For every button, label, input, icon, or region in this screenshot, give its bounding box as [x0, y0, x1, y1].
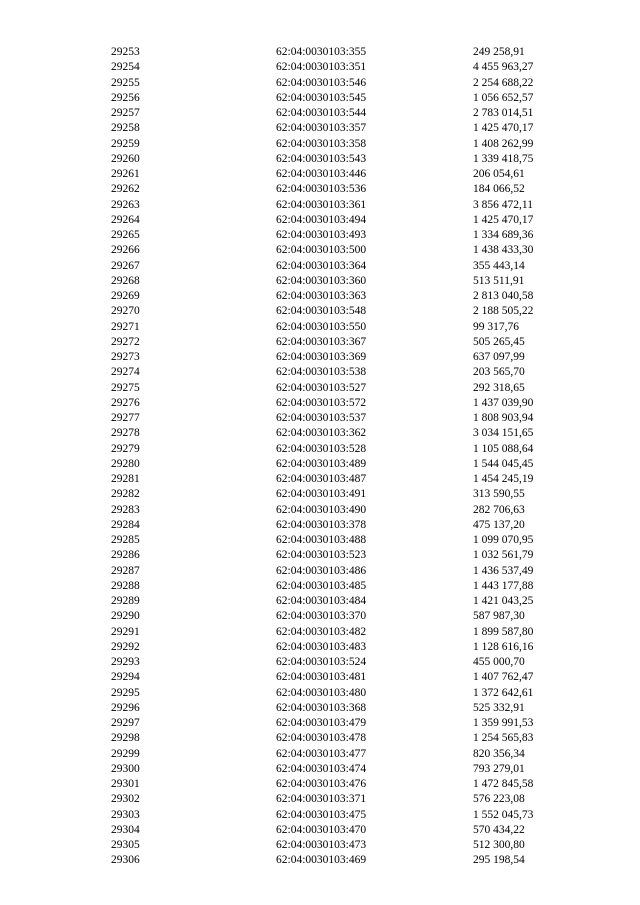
- table-row: [0, 152, 640, 167]
- cadastral-value: 1 408 262,99: [473, 137, 534, 150]
- table-row: [0, 838, 640, 853]
- cadastral-value: 1 032 561,79: [473, 549, 534, 562]
- table-row: [0, 381, 640, 396]
- row-number: 29271: [111, 320, 140, 333]
- table-row: [0, 457, 640, 472]
- row-number: 29299: [111, 747, 140, 760]
- row-number: 29298: [111, 732, 140, 745]
- cadastral-number: 62:04:0030103:362: [276, 427, 367, 440]
- table-row: [0, 228, 640, 243]
- table-row: [0, 259, 640, 274]
- row-number: 29264: [111, 213, 140, 226]
- table-row: [0, 579, 640, 594]
- cadastral-value: 1 421 043,25: [473, 595, 534, 607]
- cadastral-number: 62:04:0030103:527: [276, 381, 367, 394]
- row-number: 29253: [111, 46, 140, 58]
- row-number: 29303: [111, 808, 140, 821]
- row-number: 29269: [111, 290, 140, 302]
- row-number: 29291: [111, 625, 140, 638]
- cadastral-value: 1 436 537,49: [473, 564, 534, 577]
- table-row: [0, 426, 640, 441]
- cadastral-value: 576 223,08: [473, 793, 525, 806]
- table-row: [0, 60, 640, 75]
- cadastral-value: 2 188 505,22: [473, 305, 534, 318]
- row-number: 29300: [111, 762, 140, 775]
- table-row: [0, 777, 640, 792]
- table-row: [0, 365, 640, 380]
- row-number: 29277: [111, 412, 140, 424]
- cadastral-number: 62:04:0030103:489: [276, 457, 367, 470]
- cadastral-number: 62:04:0030103:488: [276, 534, 367, 546]
- table-row: [0, 487, 640, 502]
- cadastral-number: 62:04:0030103:358: [276, 137, 367, 150]
- cadastral-value: 249 258,91: [473, 46, 525, 58]
- row-number: 29266: [111, 244, 140, 257]
- row-number: 29257: [111, 107, 140, 119]
- cadastral-number: 62:04:0030103:545: [276, 91, 367, 104]
- row-number: 29295: [111, 686, 140, 699]
- table-row: [0, 137, 640, 152]
- cadastral-number: 62:04:0030103:360: [276, 274, 367, 287]
- cadastral-number: 62:04:0030103:523: [276, 549, 367, 562]
- cadastral-value: 295 198,54: [473, 854, 525, 867]
- cadastral-value: 1 425 470,17: [473, 122, 534, 135]
- table-row: [0, 792, 640, 807]
- cadastral-number: 62:04:0030103:490: [276, 503, 367, 516]
- cadastral-number: 62:04:0030103:477: [276, 747, 367, 760]
- table-row: [0, 808, 640, 823]
- table-row: [0, 609, 640, 624]
- cadastral-number: 62:04:0030103:528: [276, 442, 367, 455]
- row-number: 29302: [111, 793, 140, 806]
- row-number: 29263: [111, 198, 140, 211]
- cadastral-number: 62:04:0030103:485: [276, 579, 367, 592]
- row-number: 29265: [111, 229, 140, 241]
- cadastral-number: 62:04:0030103:538: [276, 366, 367, 379]
- row-number: 29273: [111, 351, 140, 363]
- row-number: 29301: [111, 778, 140, 790]
- cadastral-number: 62:04:0030103:475: [276, 808, 367, 821]
- table-row: [0, 853, 640, 868]
- table-row: [0, 701, 640, 716]
- row-number: 29296: [111, 701, 140, 714]
- table-row: [0, 91, 640, 106]
- cadastral-number: 62:04:0030103:469: [276, 854, 367, 867]
- cadastral-value: 2 813 040,58: [473, 290, 534, 302]
- table-row: [0, 548, 640, 563]
- cadastral-value: 1 454 245,19: [473, 473, 534, 485]
- cadastral-number: 62:04:0030103:371: [276, 793, 367, 806]
- row-number: 29276: [111, 396, 140, 409]
- cadastral-value: 505 265,45: [473, 335, 525, 348]
- row-number: 29282: [111, 488, 140, 501]
- cadastral-value: 99 317,76: [473, 320, 519, 333]
- row-number: 29274: [111, 366, 140, 379]
- cadastral-number: 62:04:0030103:487: [276, 473, 367, 485]
- table-row: [0, 762, 640, 777]
- row-number: 29258: [111, 122, 140, 135]
- table-row: [0, 533, 640, 548]
- cadastral-value: 1 472 845,58: [473, 778, 534, 790]
- cadastral-value: 1 544 045,45: [473, 457, 534, 470]
- cadastral-value: 570 434,22: [473, 823, 525, 836]
- table-row: [0, 167, 640, 182]
- cadastral-number: 62:04:0030103:548: [276, 305, 367, 318]
- table-row: [0, 121, 640, 136]
- table-row: [0, 182, 640, 197]
- cadastral-value: 1 128 616,16: [473, 640, 534, 653]
- table-row: [0, 304, 640, 319]
- table-row: [0, 594, 640, 609]
- row-number: 29306: [111, 854, 140, 867]
- row-number: 29256: [111, 91, 140, 104]
- table-row: [0, 686, 640, 701]
- table-row: [0, 670, 640, 685]
- row-number: 29254: [111, 61, 140, 74]
- cadastral-value: 525 332,91: [473, 701, 525, 714]
- cadastral-value: 206 054,61: [473, 168, 525, 180]
- cadastral-number: 62:04:0030103:446: [276, 168, 367, 180]
- cadastral-value: 4 455 963,27: [473, 61, 534, 74]
- cadastral-number: 62:04:0030103:537: [276, 412, 367, 424]
- row-number: 29259: [111, 137, 140, 150]
- row-number: 29260: [111, 152, 140, 165]
- row-number: 29275: [111, 381, 140, 394]
- table-row: [0, 655, 640, 670]
- row-number: 29281: [111, 473, 140, 485]
- cadastral-number: 62:04:0030103:484: [276, 595, 367, 607]
- table-row: [0, 45, 640, 60]
- cadastral-value: 793 279,01: [473, 762, 525, 775]
- table-row: [0, 518, 640, 533]
- row-number: 29255: [111, 76, 140, 89]
- cadastral-number: 62:04:0030103:481: [276, 671, 367, 684]
- cadastral-value: 313 590,55: [473, 488, 525, 501]
- row-number: 29288: [111, 579, 140, 592]
- table-row: [0, 198, 640, 213]
- table-row: [0, 625, 640, 640]
- cadastral-number: 62:04:0030103:476: [276, 778, 367, 790]
- cadastral-number: 62:04:0030103:550: [276, 320, 367, 333]
- cadastral-value: 513 511,91: [473, 274, 525, 287]
- cadastral-value: 1 438 433,30: [473, 244, 534, 257]
- cadastral-value: 1 254 565,83: [473, 732, 534, 745]
- table-row: [0, 411, 640, 426]
- cadastral-value: 355 443,14: [473, 259, 525, 272]
- cadastral-value: 475 137,20: [473, 518, 525, 531]
- cadastral-value: 1 056 652,57: [473, 91, 534, 104]
- cadastral-value: 1 105 088,64: [473, 442, 534, 455]
- cadastral-number: 62:04:0030103:473: [276, 839, 367, 851]
- table-row: [0, 335, 640, 350]
- row-number: 29293: [111, 656, 140, 668]
- row-number: 29304: [111, 823, 140, 836]
- cadastral-value: 820 356,34: [473, 747, 525, 760]
- row-number: 29261: [111, 168, 140, 180]
- cadastral-value: 2 783 014,51: [473, 107, 534, 119]
- cadastral-number: 62:04:0030103:478: [276, 732, 367, 745]
- cadastral-value: 1 334 689,36: [473, 229, 534, 241]
- cadastral-value: 1 899 587,80: [473, 625, 534, 638]
- cadastral-number: 62:04:0030103:572: [276, 396, 367, 409]
- table-row: [0, 731, 640, 746]
- cadastral-value: 1 552 045,73: [473, 808, 534, 821]
- cadastral-number: 62:04:0030103:370: [276, 610, 367, 623]
- row-number: 29283: [111, 503, 140, 516]
- cadastral-number: 62:04:0030103:491: [276, 488, 367, 501]
- table-row: [0, 716, 640, 731]
- cadastral-number: 62:04:0030103:543: [276, 152, 367, 165]
- cadastral-number: 62:04:0030103:363: [276, 290, 367, 302]
- cadastral-value: 184 066,52: [473, 183, 525, 196]
- cadastral-value: 1 437 039,90: [473, 396, 534, 409]
- cadastral-number: 62:04:0030103:536: [276, 183, 367, 196]
- table-row: [0, 320, 640, 335]
- cadastral-number: 62:04:0030103:500: [276, 244, 367, 257]
- table-row: [0, 564, 640, 579]
- row-number: 29289: [111, 595, 140, 607]
- table-row: [0, 76, 640, 91]
- table-row: [0, 472, 640, 487]
- cadastral-number: 62:04:0030103:486: [276, 564, 367, 577]
- cadastral-number: 62:04:0030103:480: [276, 686, 367, 699]
- cadastral-value: 282 706,63: [473, 503, 525, 516]
- cadastral-value: 1 808 903,94: [473, 412, 534, 424]
- cadastral-number: 62:04:0030103:357: [276, 122, 367, 135]
- table-row: [0, 213, 640, 228]
- cadastral-number: 62:04:0030103:364: [276, 259, 367, 272]
- cadastral-value: 203 565,70: [473, 366, 525, 379]
- table-row: [0, 274, 640, 289]
- table-row: [0, 747, 640, 762]
- cadastral-number: 62:04:0030103:482: [276, 625, 367, 638]
- cadastral-value: 3 034 151,65: [473, 427, 534, 440]
- cadastral-value: 1 099 070,95: [473, 534, 534, 546]
- cadastral-value: 512 300,80: [473, 839, 525, 851]
- cadastral-number: 62:04:0030103:378: [276, 518, 367, 531]
- cadastral-value-table: [0, 45, 640, 869]
- cadastral-value: 1 407 762,47: [473, 671, 534, 684]
- table-row: [0, 640, 640, 655]
- cadastral-number: 62:04:0030103:368: [276, 701, 367, 714]
- cadastral-number: 62:04:0030103:470: [276, 823, 367, 836]
- cadastral-value: 1 359 991,53: [473, 717, 534, 729]
- row-number: 29284: [111, 518, 140, 531]
- row-number: 29292: [111, 640, 140, 653]
- row-number: 29272: [111, 335, 140, 348]
- row-number: 29285: [111, 534, 140, 546]
- row-number: 29268: [111, 274, 140, 287]
- cadastral-value: 1 372 642,61: [473, 686, 534, 699]
- table-row: [0, 396, 640, 411]
- row-number: 29270: [111, 305, 140, 318]
- table-row: [0, 350, 640, 365]
- cadastral-value: 587 987,30: [473, 610, 525, 623]
- table-row: [0, 503, 640, 518]
- cadastral-number: 62:04:0030103:351: [276, 61, 367, 74]
- cadastral-value: 1 339 418,75: [473, 152, 534, 165]
- row-number: 29267: [111, 259, 140, 272]
- cadastral-value: 1 425 470,17: [473, 213, 534, 226]
- cadastral-number: 62:04:0030103:367: [276, 335, 367, 348]
- table-row: [0, 442, 640, 457]
- row-number: 29290: [111, 610, 140, 623]
- row-number: 29287: [111, 564, 140, 577]
- cadastral-number: 62:04:0030103:355: [276, 46, 367, 58]
- cadastral-value: 637 097,99: [473, 351, 525, 363]
- row-number: 29286: [111, 549, 140, 562]
- table-row: [0, 243, 640, 258]
- cadastral-value: 292 318,65: [473, 381, 525, 394]
- cadastral-value: 1 443 177,88: [473, 579, 534, 592]
- row-number: 29279: [111, 442, 140, 455]
- cadastral-number: 62:04:0030103:544: [276, 107, 367, 119]
- table-row: [0, 289, 640, 304]
- cadastral-number: 62:04:0030103:546: [276, 76, 367, 89]
- table-row: [0, 106, 640, 121]
- cadastral-value: 455 000,70: [473, 656, 525, 668]
- row-number: 29305: [111, 839, 140, 851]
- cadastral-number: 62:04:0030103:494: [276, 213, 367, 226]
- cadastral-number: 62:04:0030103:483: [276, 640, 367, 653]
- cadastral-number: 62:04:0030103:361: [276, 198, 367, 211]
- cadastral-number: 62:04:0030103:479: [276, 717, 367, 729]
- cadastral-number: 62:04:0030103:369: [276, 351, 367, 363]
- cadastral-number: 62:04:0030103:493: [276, 229, 367, 241]
- row-number: 29297: [111, 717, 140, 729]
- row-number: 29280: [111, 457, 140, 470]
- row-number: 29294: [111, 671, 140, 684]
- table-row: [0, 823, 640, 838]
- cadastral-number: 62:04:0030103:474: [276, 762, 367, 775]
- row-number: 29278: [111, 427, 140, 440]
- cadastral-value: 2 254 688,22: [473, 76, 534, 89]
- cadastral-value: 3 856 472,11: [473, 198, 533, 211]
- cadastral-number: 62:04:0030103:524: [276, 656, 367, 668]
- row-number: 29262: [111, 183, 140, 196]
